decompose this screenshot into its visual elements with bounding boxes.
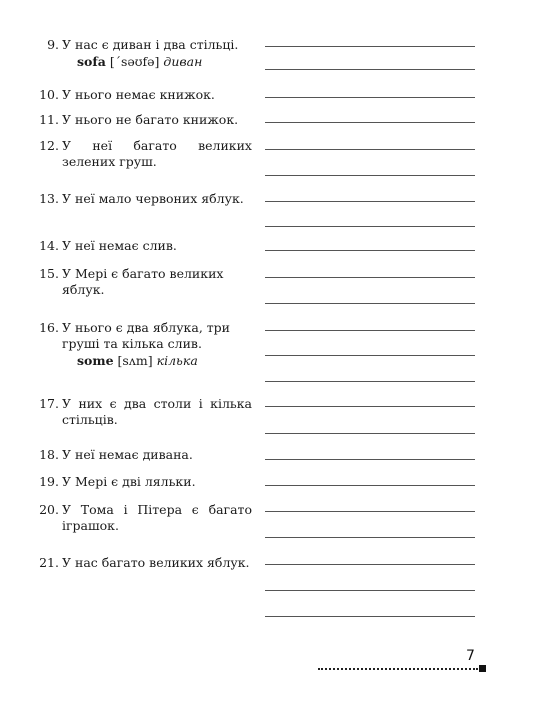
item-number: 13. [39, 191, 59, 206]
answer-line[interactable] [265, 459, 475, 460]
exercise-item-20 [39, 502, 252, 534]
item-number: 20. [39, 502, 59, 517]
exercise-item-15 [39, 266, 258, 298]
answer-line[interactable] [265, 485, 475, 486]
item-number: 21. [39, 555, 59, 570]
exercise-item-13 [39, 191, 258, 207]
answer-line[interactable] [265, 564, 475, 565]
item-number: 19. [39, 474, 59, 489]
item-number: 9. [47, 37, 59, 52]
exercise-item-10 [39, 87, 258, 103]
vocab-word: some [77, 353, 114, 368]
item-number: 14. [39, 238, 59, 253]
footer-dotted-rule [318, 668, 478, 670]
exercise-item-19 [39, 474, 258, 490]
item-text: У нас багато великих яблук. [62, 555, 250, 570]
item-text: У нього не багато книжок. [62, 112, 239, 127]
answer-line[interactable] [265, 406, 475, 407]
item-text: У нас є диван і два стільці. [62, 37, 239, 52]
exercise-item-16 [39, 320, 254, 369]
answer-line[interactable] [265, 149, 475, 150]
answer-line[interactable] [265, 226, 475, 227]
exercise-item-14 [39, 238, 258, 254]
item-number: 16. [39, 320, 59, 335]
exercise-item-18 [39, 447, 258, 463]
answer-line[interactable] [265, 46, 475, 47]
exercise-item-21 [39, 555, 258, 571]
answer-line[interactable] [265, 97, 475, 98]
item-number: 17. [39, 396, 59, 411]
item-text: У Мері є багато великих яблук. [62, 266, 224, 297]
answer-line[interactable] [265, 69, 475, 70]
vocab-note [62, 53, 258, 70]
exercise-item-11 [39, 112, 258, 128]
item-number: 18. [39, 447, 59, 462]
footer-square-marker [479, 665, 486, 672]
answer-line[interactable] [265, 381, 475, 382]
vocab-transcription: [sʌm] [117, 353, 153, 368]
answer-line[interactable] [265, 250, 475, 251]
item-text: У неї багато великих зелених груш. [62, 138, 252, 169]
answer-line[interactable] [265, 355, 475, 356]
answer-line[interactable] [265, 122, 475, 123]
item-text: У нього є два яблука, три груші та кілька слив. [62, 320, 231, 351]
item-number: 12. [39, 138, 59, 153]
answer-line[interactable] [265, 616, 475, 617]
item-text: У неї мало червоних яблук. [62, 191, 244, 206]
answer-line[interactable] [265, 277, 475, 278]
answer-line[interactable] [265, 537, 475, 538]
exercise-item-9 [47, 37, 258, 70]
answer-line[interactable] [265, 511, 475, 512]
item-number: 15. [39, 266, 59, 281]
page-number: 7 [466, 648, 475, 664]
item-text: У них є два столи і кілька стільців. [62, 396, 252, 427]
vocab-transcription: [΄səʊfə] [109, 54, 160, 69]
item-number: 10. [39, 87, 59, 102]
answer-line[interactable] [265, 433, 475, 434]
item-number: 11. [39, 112, 59, 127]
item-text: У Тома і Пітера є багато іграшок. [62, 502, 252, 533]
vocab-word: sofa [77, 54, 106, 69]
item-text: У неї немає дивана. [62, 447, 193, 462]
answer-line[interactable] [265, 590, 475, 591]
item-text: У Мері є дві ляльки. [62, 474, 196, 489]
item-text: У нього немає книжок. [62, 87, 215, 102]
answer-line[interactable] [265, 303, 475, 304]
vocab-note [62, 352, 254, 369]
answer-line[interactable] [265, 201, 475, 202]
exercise-item-12 [39, 138, 252, 170]
answer-line[interactable] [265, 330, 475, 331]
vocab-translation: кілька [156, 353, 198, 368]
answer-line[interactable] [265, 175, 475, 176]
vocab-translation: диван [163, 54, 203, 69]
exercise-item-17 [39, 396, 252, 428]
item-text: У неї немає слив. [62, 238, 177, 253]
